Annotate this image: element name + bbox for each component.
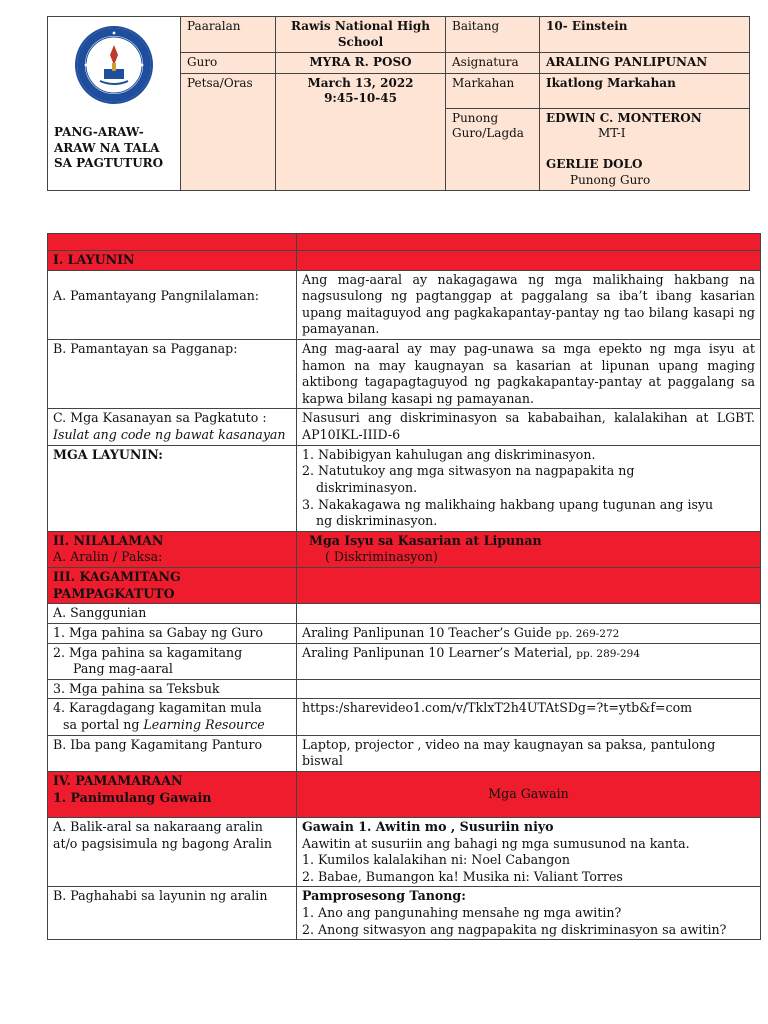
- label-asignatura: Asignatura: [446, 53, 540, 74]
- table-row: [48, 340, 761, 409]
- row-value: [297, 643, 761, 679]
- signer-2-name: GERLIE DOLO: [546, 156, 643, 171]
- value-markahan: Ikatlong Markahan: [540, 73, 750, 108]
- table-row: [48, 409, 761, 445]
- list-item: diskriminasyon.: [316, 479, 418, 495]
- row-label-cell: [48, 643, 297, 679]
- objectives-list: [297, 445, 761, 531]
- signer-2-title: Punong Guro: [570, 172, 651, 187]
- row-label-text: sa portal ng: [63, 717, 144, 733]
- table-row: [48, 679, 761, 699]
- value-time: 9:45-10-45: [324, 91, 397, 106]
- value-baitang: 10- Einstein: [540, 17, 750, 53]
- table-row: [48, 887, 761, 940]
- row-value: Ang mag-aaral ay nakagagawa ng mga malikhaing hakbang na nagsusulong ng pagtanggap at paggalang sa iba’t ibang kasarian upang maitaguyod ang pagkakapantay-pantay ng tao bilang kasapi ng pamayanan.: [297, 270, 761, 339]
- section-kagamitan-header: [48, 567, 761, 603]
- table-row: [48, 735, 761, 771]
- row-label: 4. Karagdagang kagamitan mula: [53, 700, 262, 716]
- activity-title: Pamprosesong Tanong:: [302, 888, 466, 904]
- reference-pages: pp. 269-272: [555, 627, 620, 640]
- row-label: B. Pamantayan sa Pagganap:: [48, 340, 297, 409]
- reference-pages: pp. 289-294: [576, 647, 641, 660]
- table-row: [48, 623, 761, 643]
- deped-seal-icon: [74, 25, 154, 105]
- row-label: C. Mga Kasanayan sa Pagkatuto :: [53, 410, 267, 426]
- signers-cell: [540, 108, 750, 190]
- label-paaralan: Paaralan: [181, 17, 276, 53]
- pamamaraan-label-cell: [48, 771, 297, 817]
- signer-1-name: EDWIN C. MONTERON: [546, 110, 702, 125]
- table-row: [48, 270, 761, 339]
- column-heading: Mga Gawain: [297, 771, 761, 817]
- nilalaman-label-cell: [48, 531, 297, 567]
- table-row: [48, 817, 761, 886]
- activity-line: Aawitin at susuriin ang bahagi ng mga sumusunod na kanta.: [302, 835, 690, 851]
- row-value: [297, 679, 761, 699]
- list-item: 3. Nakakagawa ng malikhaing hakbang upang tugunan ang isyu: [302, 496, 714, 512]
- section-heading: I. LAYUNIN: [48, 251, 297, 271]
- label-guro: Guro: [181, 53, 276, 74]
- activity-title: Gawain 1. Awitin mo , Susuriin niyo: [302, 818, 554, 834]
- row-label: MGA LAYUNIN:: [48, 445, 297, 531]
- row-value: Ang mag-aaral ay may pag-unawa sa mga epekto ng mga isyu at hamon na may kaugnayan sa kasarian at lipunan upang maging aktibong tagapagtaguyod ng pagkakapantay-pantay at paggalang sa kapwa bilang kasapi ng pamayanan.: [297, 340, 761, 409]
- row-label: B. Paghahabi sa layunin ng aralin: [48, 887, 297, 940]
- value-paaralan: Rawis National High School: [276, 17, 446, 53]
- row-value: [297, 623, 761, 643]
- blank-red-row: [48, 234, 761, 251]
- row-label-cont: Pang mag-aaral: [73, 661, 173, 677]
- logo-title-cell: [48, 17, 181, 191]
- label-markahan: Markahan: [446, 73, 540, 108]
- activity-line: 1. Ano ang pangunahing mensahe ng mga awitin?: [302, 904, 622, 920]
- activity-line: 2. Anong sitwasyon ang nagpapakita ng diskriminasyon sa awitin?: [302, 921, 727, 937]
- lesson-plan-table: [47, 233, 761, 940]
- row-label-italic: Learning Resource: [143, 717, 265, 733]
- label-petsa-oras: Petsa/Oras: [181, 73, 276, 190]
- row-label: A. Pamantayang Pangnilalaman:: [48, 270, 297, 339]
- row-label: 1. Mga pahina sa Gabay ng Guro: [48, 623, 297, 643]
- activity-line: 2. Babae, Bumangon ka! Musika ni: Valiant Torres: [302, 868, 623, 884]
- section-heading: IV. PAMAMARAAN: [53, 772, 183, 788]
- section-heading: III. KAGAMITANG PAMPAGKATUTO: [48, 567, 297, 603]
- reference-title: Araling Panlipunan 10 Teacher’s Guide: [302, 624, 552, 640]
- activity-cell: [297, 887, 761, 940]
- header-table: [47, 16, 750, 191]
- list-item: 2. Natutukoy ang mga sitwasyon na nagpapakita ng: [302, 463, 635, 479]
- signer-1-title: MT-I: [598, 126, 626, 141]
- section-subheading: 1. Panimulang Gawain: [53, 789, 212, 805]
- deped-logo: [48, 17, 180, 111]
- value-guro: MYRA R. POSO: [276, 53, 446, 74]
- row-label: A. Balik-aral sa nakaraang aralin at/o pagsisimula ng bagong Aralin: [48, 817, 297, 886]
- table-row: [48, 699, 761, 735]
- label-punong-guro: Punong Guro/Lagda: [446, 108, 540, 190]
- row-label-cell: [48, 409, 297, 445]
- table-row: [48, 604, 761, 624]
- row-label: 3. Mga pahina sa Teksbuk: [48, 679, 297, 699]
- nilalaman-topic-cell: [297, 531, 761, 567]
- activity-cell: [297, 817, 761, 886]
- topic-subtitle: ( Diskriminasyon): [325, 549, 438, 565]
- row-sublabel: Isulat ang code ng bawat kasanayan: [53, 427, 286, 443]
- section-nilalaman-header: [48, 531, 761, 567]
- value-date: March 13, 2022: [307, 75, 414, 90]
- row-value: Nasusuri ang diskriminasyon sa kababaihan, kalalakihan at LGBT. AP10IKL-IIID-6: [297, 409, 761, 445]
- row-label: A. Sanggunian: [48, 604, 297, 624]
- row-label-cell: [48, 699, 297, 735]
- section-layunin-header: [48, 251, 761, 271]
- activity-line: 1. Kumilos kalalakihan ni: Noel Cabangon: [302, 852, 570, 868]
- topic-title: Mga Isyu sa Kasarian at Lipunan: [309, 532, 542, 548]
- row-label: 2. Mga pahina sa kagamitang: [53, 644, 243, 660]
- section-heading: II. NILALAMAN: [53, 532, 164, 548]
- row-value: Laptop, projector , video na may kaugnayan sa paksa, pantulong biswal: [297, 735, 761, 771]
- list-item: 1. Nabibigyan kahulugan ang diskriminasyon.: [302, 446, 596, 462]
- reference-title: Araling Panlipunan 10 Learner’s Material,: [302, 644, 573, 660]
- label-baitang: Baitang: [446, 17, 540, 53]
- value-petsa-oras: [276, 73, 446, 190]
- table-row: [48, 445, 761, 531]
- row-label: B. Iba pang Kagamitang Panturo: [48, 735, 297, 771]
- table-row: [48, 643, 761, 679]
- resource-url-link[interactable]: https:/sharevideo1.com/v/TklxT2h4UTAtSDg=?t=ytb&f=com: [297, 699, 761, 735]
- section-subheading: A. Aralin / Paksa:: [53, 549, 163, 565]
- document-title: PANG-ARAW-ARAW NA TALA SA PAGTUTURO: [54, 125, 164, 171]
- list-item: ng diskriminasyon.: [316, 513, 438, 529]
- value-asignatura: ARALING PANLIPUNAN: [540, 53, 750, 74]
- section-pamamaraan-header: [48, 771, 761, 817]
- row-label-cont: [53, 717, 291, 734]
